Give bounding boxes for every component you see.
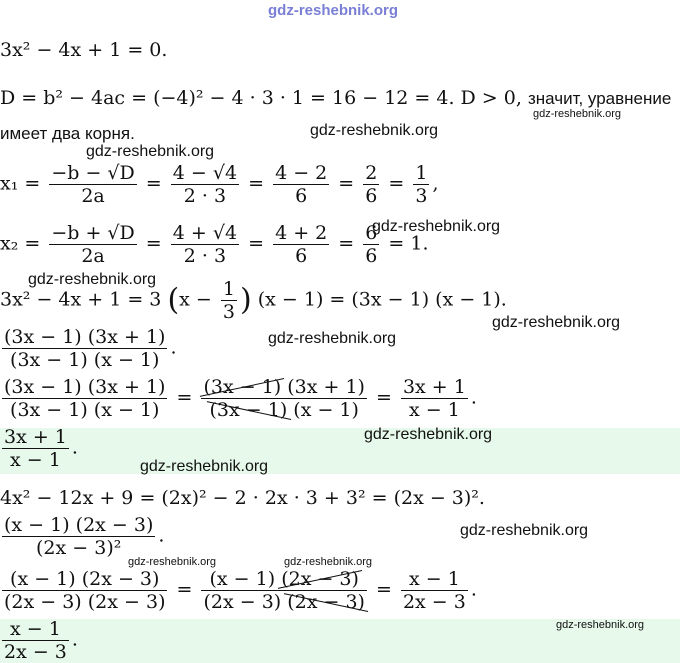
x2-label: x₂ = bbox=[0, 232, 41, 255]
discriminant-text: значит, уравнение bbox=[527, 89, 672, 108]
discriminant-formula: D = b² − 4ac = (−4)² − 4 · 3 · 1 = 16 − 12 = 4. D > 0, bbox=[0, 87, 522, 109]
x2-fraction-4: $\frac{6}{6}$ bbox=[365, 222, 378, 267]
discriminant-text-2: имеет два корня. bbox=[0, 124, 135, 143]
x1-fraction-1: $\frac{-b - √D}{2a}$ bbox=[51, 162, 135, 207]
watermark: gdz-reshebnik.org bbox=[28, 271, 157, 288]
x2-fraction-3: $\frac{4 + 2}{6}$ bbox=[275, 222, 328, 267]
x2-end: = 1. bbox=[388, 232, 429, 255]
answer-band-1 bbox=[0, 428, 680, 474]
discriminant-line bbox=[0, 86, 671, 111]
equation-2: 4x² − 12x + 9 = (2x)² − 2 · 2x · 3 + 3² = (2x − 3)². bbox=[0, 487, 485, 509]
factor-fraction: $\frac{1}{3}$ bbox=[222, 278, 235, 323]
simplification-2: $\frac{(x - 1) (2x - 3)}{(2x - 3) (2x - 3)}$ = $\frac{(x - 1) (2x - 3)}{(2x - 3) (2x - 3)}$ = $\frac{x - 1}{2x - 3}$ . bbox=[4, 568, 477, 613]
root-x2: x₂ = $\frac{-b + √D}{2a}$ = $\frac{4 + √4}{2 \cdot 3}$ = $\frac{4 + 2}{6}$ = $\frac{6}{6}$ = 1. bbox=[0, 222, 429, 267]
watermark: gdz-reshebnik.org bbox=[533, 108, 622, 120]
watermark: gdz-reshebnik.org bbox=[128, 556, 217, 568]
x1-fraction-5: $\frac{1}{3}$ bbox=[415, 162, 428, 207]
x1-fraction-3: $\frac{4 - 2}{6}$ bbox=[275, 162, 328, 207]
cancelled-fraction: $\frac{(3x - 1) (3x + 1)}{(3x - 1) (x - 1)}$ bbox=[203, 376, 365, 421]
root-x1: x₁ = $\frac{-b - √D}{2a}$ = $\frac{4 - √4}{2 \cdot 3}$ = $\frac{4 - 2}{6}$ = $\frac{2}{6}$ = $\frac{1}{3}$ , bbox=[0, 162, 439, 207]
cancelled-fraction-2: $\frac{(x - 1) (2x - 3)}{(2x - 3) (2x - 3)}$ bbox=[203, 568, 365, 613]
simplification-1: $\frac{(3x - 1) (3x + 1)}{(3x - 1) (x - 1)}$ = $\frac{(3x - 1) (3x + 1)}{(3x - 1) (x - 1)}$ = $\frac{3x + 1}{x - 1}$ . bbox=[4, 376, 477, 421]
x2-fraction-1: $\frac{-b + √D}{2a}$ bbox=[51, 222, 135, 267]
watermark: gdz-reshebnik.org bbox=[556, 619, 645, 631]
answer-1: $\frac{3x + 1}{x - 1}$ . bbox=[4, 426, 78, 471]
watermark: gdz-reshebnik.org bbox=[86, 143, 215, 160]
watermark: gdz-reshebnik.org bbox=[140, 458, 269, 475]
equation-1: 3x² − 4x + 1 = 0. bbox=[0, 39, 168, 61]
watermark: gdz-reshebnik.org bbox=[492, 314, 621, 331]
watermark: gdz-reshebnik.org bbox=[310, 122, 439, 139]
x1-fraction-4: $\frac{2}{6}$ bbox=[365, 162, 378, 207]
factorization: 3x² − 4x + 1 = 3 (x − $\frac{1}{3}$ ) (x − 1) = (3x − 1) (x − 1). bbox=[0, 278, 507, 323]
x1-label: x₁ = bbox=[0, 172, 41, 195]
fraction-a: $\frac{(3x - 1) (3x + 1)}{(3x - 1) (x - 1)}$ . bbox=[4, 326, 177, 371]
watermark: gdz-reshebnik.org bbox=[268, 330, 397, 347]
x1-fraction-2: $\frac{4 - √4}{2 \cdot 3}$ bbox=[172, 162, 238, 207]
watermark-top: gdz-reshebnik.org bbox=[268, 2, 399, 19]
watermark: gdz-reshebnik.org bbox=[284, 556, 373, 568]
answer-2: $\frac{x - 1}{2x - 3}$ . bbox=[4, 618, 78, 663]
fraction-b: $\frac{(x - 1) (2x - 3)}{\text{(2x − 3)²}}$ . bbox=[4, 514, 165, 559]
watermark: gdz-reshebnik.org bbox=[460, 522, 589, 539]
watermark: gdz-reshebnik.org bbox=[372, 218, 501, 235]
x2-fraction-2: $\frac{4 + √4}{2 \cdot 3}$ bbox=[172, 222, 238, 267]
watermark: gdz-reshebnik.org bbox=[364, 426, 493, 443]
